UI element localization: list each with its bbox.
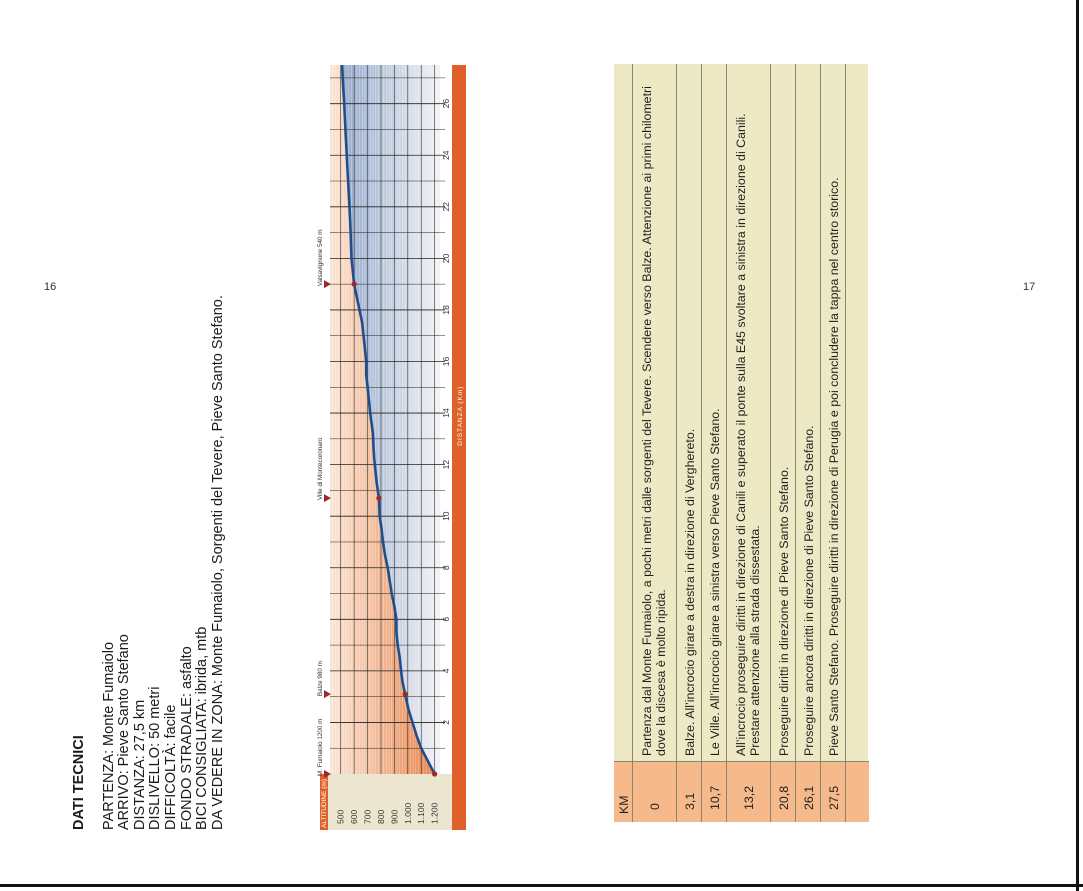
distance-tick-label: 18 [441, 305, 451, 315]
route-description: Proseguire ancora diritti in direzione di Pieve Santo Stefano. [801, 425, 816, 756]
km-value: 20,8 [776, 785, 791, 810]
km-value: 13,2 [742, 785, 756, 810]
waypoint-triangle-marker [324, 280, 331, 288]
distance-axis-label: DISTANZA (Km) [457, 385, 464, 446]
waypoint-dot-marker [432, 771, 437, 776]
distance-tick-label: 2 [441, 720, 451, 725]
km-cell [677, 761, 702, 822]
waypoint-triangle-marker [324, 494, 331, 502]
page-number-left: 16 [44, 281, 57, 293]
tech-line-surface: FONDO STRADALE: asfalto [178, 646, 195, 830]
km-value: 0 [648, 803, 662, 810]
table-row [726, 64, 771, 822]
tech-line-start: PARTENZA: Monte Fumaiolo [100, 641, 117, 830]
altitude-tick-label: 1.100 [416, 802, 427, 824]
page-edge-right [1076, 0, 1079, 891]
tech-line-elevation: DISLIVELLO: 50 metri [147, 686, 164, 830]
distance-tick-label: 16 [441, 356, 451, 367]
table-row [632, 64, 677, 822]
waypoint-triangle-marker [324, 690, 331, 698]
altitude-tick-label: 1.200 [429, 802, 440, 824]
route-table [614, 64, 868, 822]
altitude-axis-label: ALTITUDINE (m) [321, 779, 328, 828]
distance-tick-label: 20 [441, 253, 451, 264]
table-header-column [614, 64, 632, 822]
distance-tick-label: 26 [441, 98, 451, 109]
route-description: Partenza dal Monte Fumaiolo, a pochi metri dalle sorgenti del Tevere. Scendere verso Balze. Attenzione ai primi chilometri dove la discesa è molto ripida. [640, 86, 668, 756]
km-cell [702, 761, 727, 822]
altitude-tick-label: 500 [335, 809, 346, 824]
route-description: Pieve Santo Stefano. Proseguire diritti in direzione di Perugia e poi concludere la tappa nel centro storico. [826, 177, 841, 756]
km-value: 10,7 [707, 785, 722, 810]
km-cell-empty [846, 761, 869, 822]
altitude-tick-label: 700 [362, 809, 373, 824]
table-row [676, 64, 702, 822]
waypoint-dot-marker [376, 496, 381, 501]
table-row [820, 64, 846, 822]
route-description: Balze. All’incrocio girare a destra in direzione di Verghereto. [682, 428, 697, 756]
km-cell [633, 761, 677, 822]
km-value: 26,1 [801, 785, 816, 810]
distance-tick-label: 4 [441, 668, 451, 674]
distance-tick-label: 8 [441, 565, 451, 571]
tech-line-sights: DA VEDERE IN ZONA: Monte Fumaiolo, Sorgenti del Tevere, Pieve Santo Stefano. [209, 295, 226, 830]
waypoint-annotation: Ville di Montecoronaro [317, 437, 324, 501]
altitude-tick-label: 900 [389, 809, 400, 824]
altitude-tick-label: 800 [375, 809, 386, 824]
altitude-tick-label: 600 [349, 809, 360, 824]
elevation-profile-chart [290, 60, 480, 830]
km-cell [771, 761, 796, 822]
table-empty-column [845, 64, 869, 822]
tech-line-distance: DISTANZA: 27,5 km [131, 699, 148, 830]
distance-tick-label: 22 [441, 202, 451, 212]
route-description: All’incrocio proseguire diritti in direzione di Canili e superato il ponte sulla E45 svoltare a sinistra in direzione di Canili. Prestare attenzione alla strada dissestata. [734, 113, 762, 756]
distance-tick-label: 6 [441, 616, 451, 622]
km-cell [796, 761, 821, 822]
distance-tick-label: 24 [441, 150, 451, 160]
table-row [770, 64, 796, 822]
altitude-tick-label: 1.000 [402, 802, 413, 824]
km-header-label: KM [617, 795, 631, 814]
km-value: 27,5 [826, 785, 841, 810]
technical-data-title: DATI TECNICI [71, 735, 87, 830]
km-cell [727, 761, 771, 822]
table-row [795, 64, 821, 822]
waypoint-dot-marker [352, 282, 357, 287]
tech-line-bike: BICI CONSIGLIATA: ibrida, mtb [194, 626, 211, 830]
waypoint-annotation: Balze 980 m [317, 661, 324, 697]
tech-line-arrival: ARRIVO: Pieve Santo Stefano [116, 634, 133, 830]
km-cell [821, 761, 846, 822]
distance-tick-label: 10 [441, 511, 451, 521]
tech-line-difficulty: DIFFICOLTÀ: facile [162, 704, 179, 830]
route-description: Proseguire diritti in direzione di Pieve Santo Stefano. [776, 466, 791, 756]
distance-axis-band [452, 65, 466, 830]
distance-tick-label: 14 [441, 408, 451, 418]
page-number-right: 17 [1023, 281, 1036, 293]
technical-data [72, 210, 226, 830]
page-edge-bottom [0, 884, 1083, 887]
waypoint-dot-marker [403, 691, 408, 696]
waypoint-annotation: Valsavignone 540 m [317, 229, 324, 287]
route-description: Le Ville. All’incrocio girare a sinistra verso Pieve Santo Stefano. [707, 408, 722, 756]
km-value: 3,1 [682, 792, 697, 810]
table-row [701, 64, 727, 822]
km-header-cell [614, 761, 632, 822]
distance-tick-label: 12 [441, 459, 451, 470]
waypoint-annotation: M. Fumaiolo 1200 m [317, 718, 324, 776]
